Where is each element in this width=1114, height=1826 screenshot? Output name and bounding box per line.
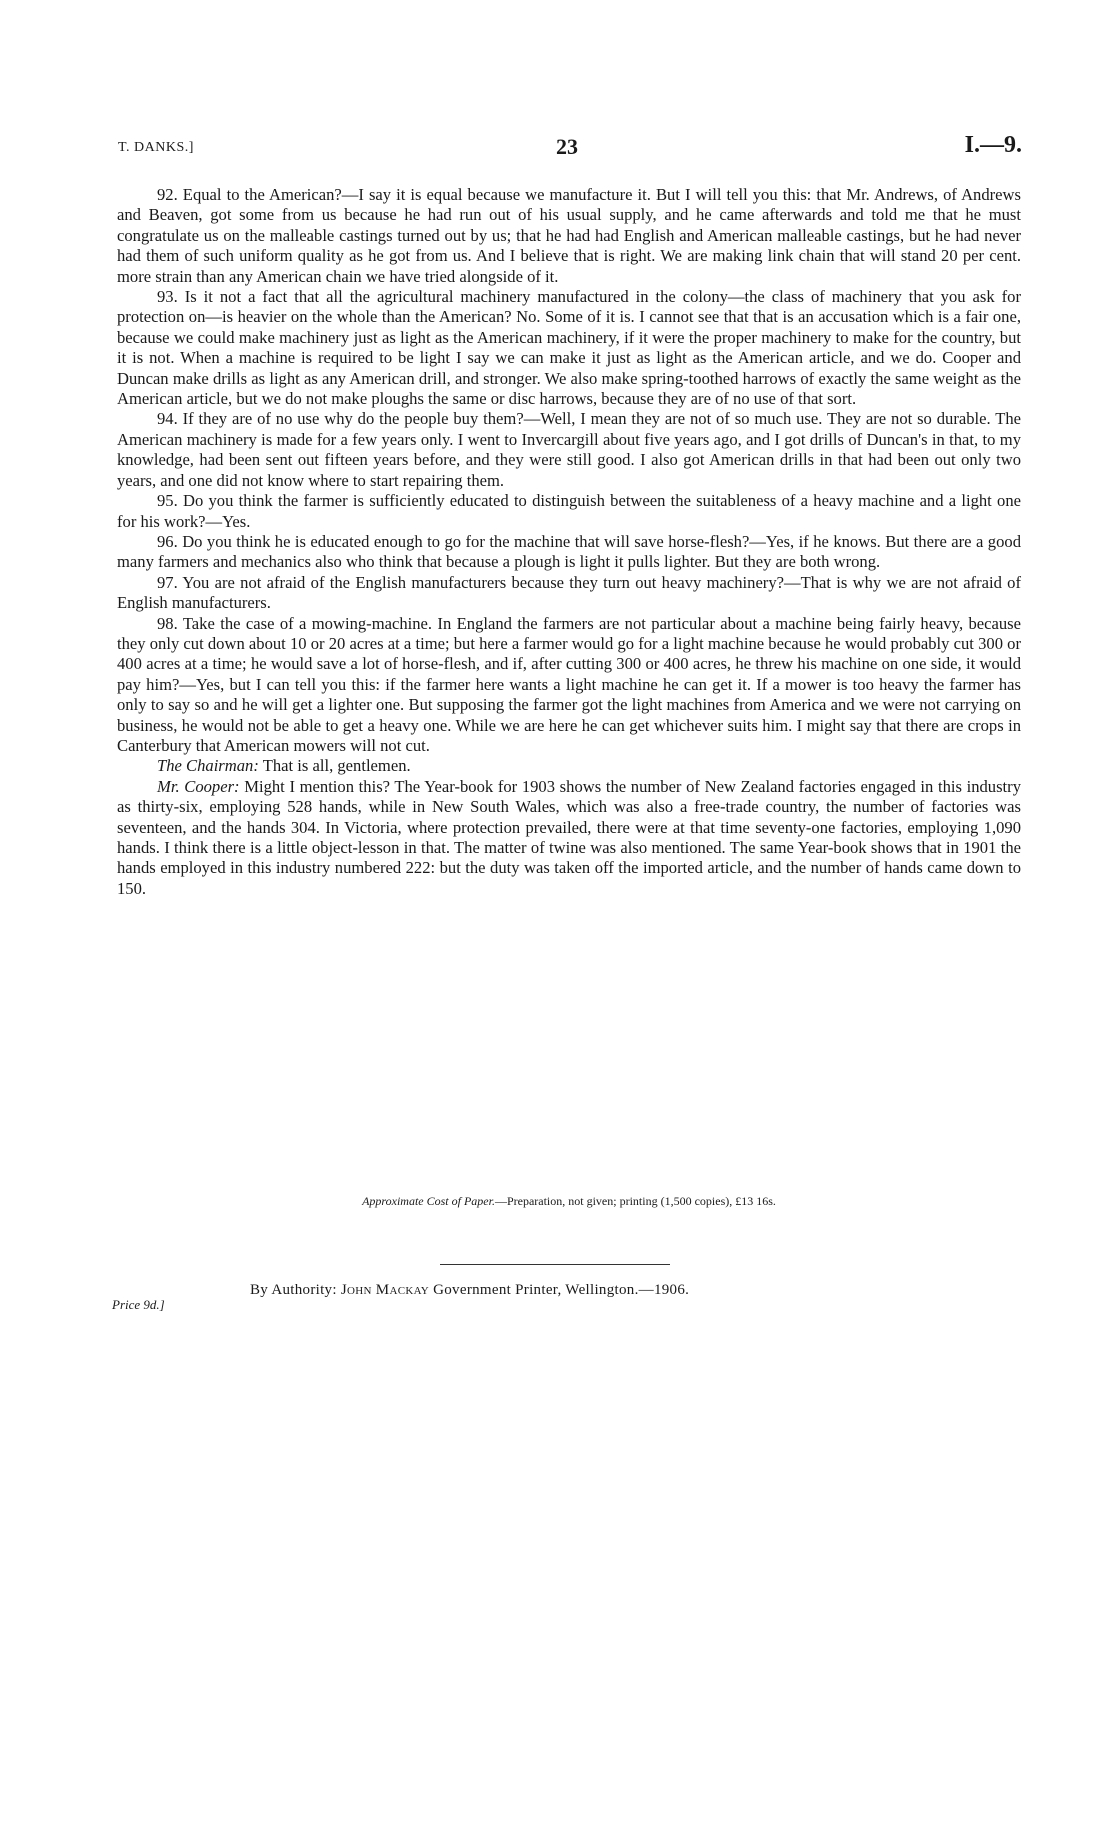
paragraph-chairman: The Chairman: That is all, gentlemen. (157, 756, 411, 776)
printer-imprint (250, 1282, 689, 1299)
paragraph-97: 97. You are not afraid of the English manufacturers because they turn out heavy machinery?—That is why we are not afraid of English manufacturers. (117, 572, 1021, 613)
cost-note-text: —Preparation, not given; printing (1,500 copies), £13 16s. (494, 1194, 776, 1208)
authority-prefix: By Authority: (250, 1282, 337, 1298)
cost-note (117, 1194, 1021, 1209)
divider-rule (440, 1264, 670, 1265)
paragraph-94: 94. If they are of no use why do the people buy them?—Well, I mean they are not of so much use. They are not so durable. The American machinery is made for a few years only. I went to Invercargill about five years ago, and I got drills of Duncan's in that, to my knowledge, had been sent out fifteen years before, and they were still good. I also got American drills in that had been out only two years, and one did not know where to start repairing them. (117, 409, 1021, 490)
paper-code: I.—9. (964, 132, 1022, 158)
paragraph-96: 96. Do you think he is educated enough to go for the machine that will save horse-flesh?—Yes, if he knows. But there are a good many farmers and mechanics also who think that because a plough is light it pulls lighter. But they are both wrong. (117, 531, 1021, 572)
paragraph-92: 92. Equal to the American?—I say it is equal because we manufacture it. But I will tell you this: that Mr. Andrews, of Andrews and Beaven, got some from us because he had run out of his usual supply, and he came afterwards and told me that he must congratulate us on the malleable castings turned out by us; that he had had English and American malleable castings, but he had never had them of such uniform quality as he got from us. And I believe that is right. We are making link chain that will stand 20 per cent. more strain than any American chain we have tried alongside of it. (117, 185, 1021, 286)
speaker-label: The Chairman: (157, 756, 259, 776)
header-witness-name: T. DANKS.] (118, 140, 194, 155)
paragraph-95: 95. Do you think the farmer is sufficiently educated to distinguish between the suitableness of a heavy machine and a light one for his work?—Yes. (117, 491, 1021, 531)
printer-name: John Mackay (340, 1282, 430, 1298)
paragraph-cooper: Mr. Cooper: Might I mention this? The Year-book for 1903 shows the number of New Zealand factories engaged in this industry as thirty-six, employing 528 hands, while in New South Wales, which was also a free-trade country, the number of factories was seventeen, and the hands 304. In Victoria, where protection prevailed, there were at that time seventy-one factories, employing 1,090 hands. I think there is a little object-lesson in that. The matter of twine was also mentioned. The same Year-book shows that in 1901 the hands employed in this industry numbered 222: but the duty was taken off the imported article, and the number of hands came down to 150. (117, 776, 1021, 898)
body-text (117, 185, 1021, 899)
paragraph-98: 98. Take the case of a mowing-machine. In England the farmers are not particular about a machine being fairly heavy, because they only cut down about 10 or 20 acres at a time; but here a farmer would go for a light machine because he would probably cut 300 or 400 acres at a time; he would save a lot of horse-flesh, and if, after cutting 300 or 400 acres, he threw his machine on one side, it would pay him?—Yes, but I can tell you this: if the farmer here wants a light machine he can get it. If a mower is too heavy the farmer has only to say so and he will get a lighter one. But supposing the farmer got the light machines from America and we were not carrying on business, he would not be able to get a heavy one. While we are here he can get whichever suits him. I might say that there are crops in Canterbury that American mowers will not cut. (117, 613, 1021, 755)
page-number: 23 (556, 134, 578, 159)
page-header (118, 132, 1022, 162)
speaker-label: Mr. Cooper: (157, 776, 240, 796)
cost-note-label: Approximate Cost of Paper. (362, 1194, 495, 1208)
paragraph-93: 93. Is it not a fact that all the agricultural machinery manufactured in the colony—the class of machinery that you ask for protection on—is heavier on the whole than the American? No. Some of it is. I cannot see that that is an accusation which is a fair one, because we could make machinery just as light as the American machinery, if it were the proper machinery to make for the country, but it is not. When a machine is required to be light I say we can make it just as light as the American article, and we do. Cooper and Duncan make drills as light as any American drill, and stronger. We also make spring-toothed harrows of exactly the same weight as the American article, but we do not make ploughs the same or disc harrows, because they are of no use of that sort. (117, 287, 1021, 409)
authority-suffix: Government Printer, Wellington.—1906. (433, 1282, 690, 1298)
price-label: Price 9d.] (112, 1297, 165, 1312)
